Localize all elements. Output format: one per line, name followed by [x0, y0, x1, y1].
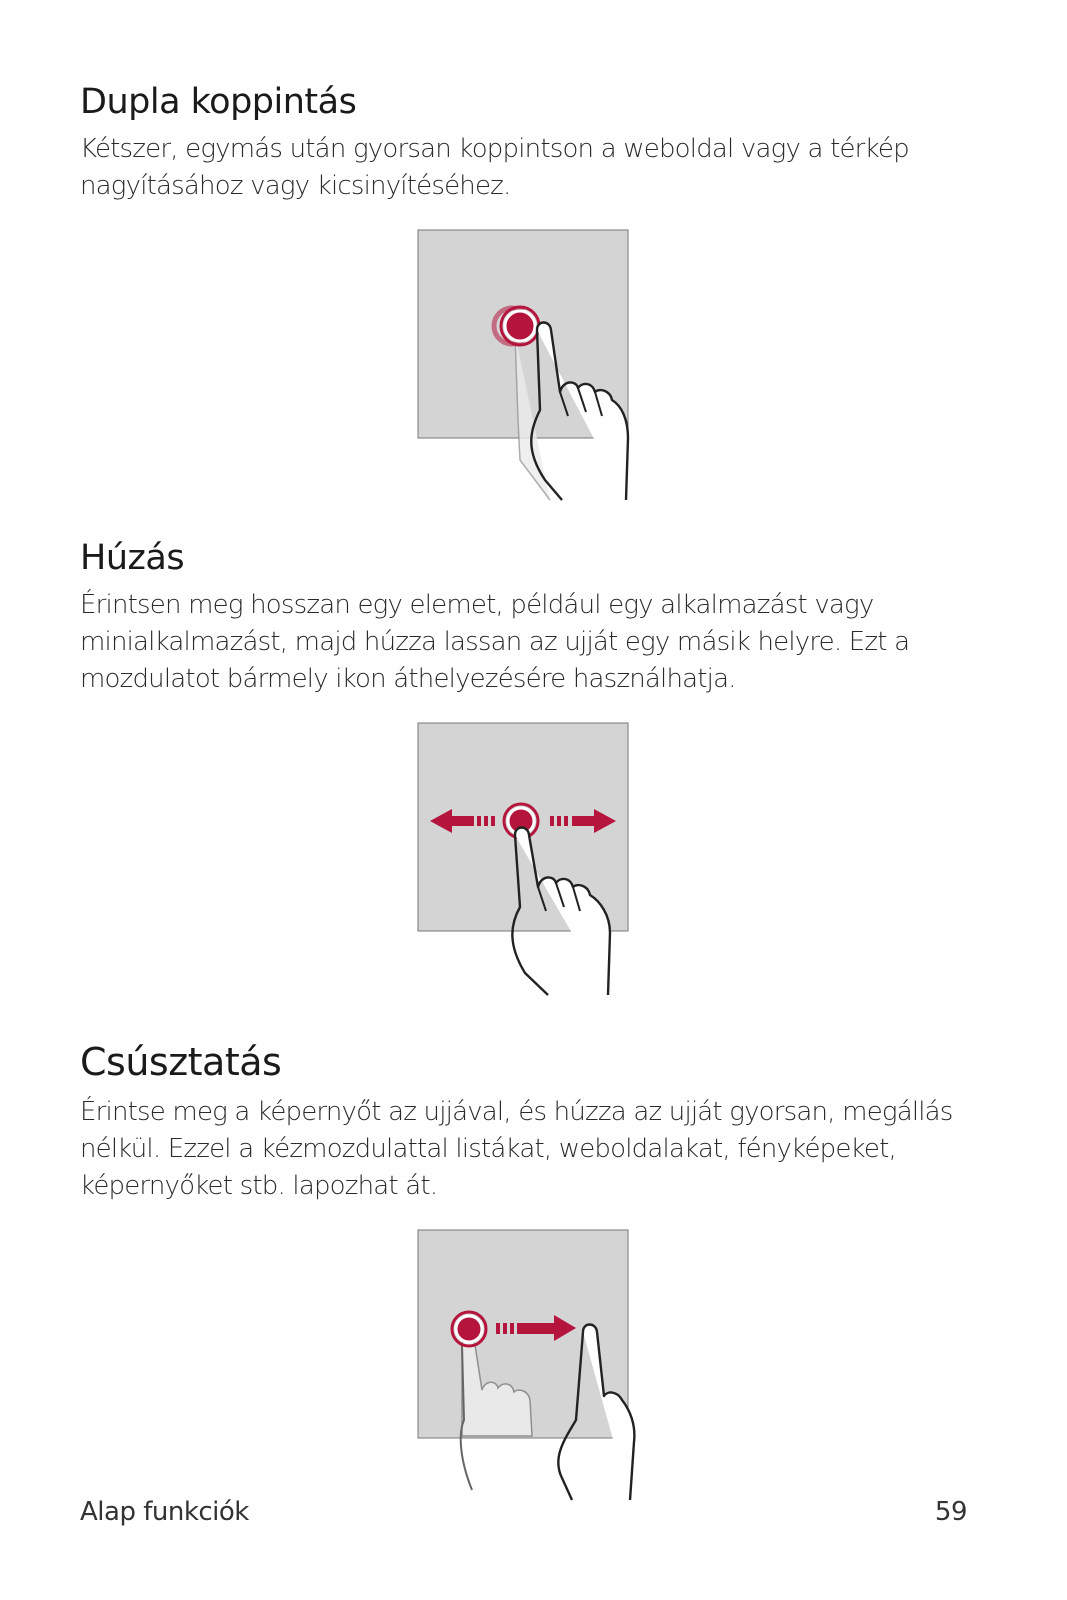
footer-chapter: Alap funkciók — [80, 1497, 249, 1527]
section-body-double-tap — [80, 131, 980, 205]
swipe-illustration — [400, 1220, 660, 1510]
tap-point-icon — [505, 311, 535, 341]
page-number: 59 — [934, 1497, 967, 1527]
section-title-drag: Húzás — [80, 538, 185, 578]
body-line: képernyőket stb. lapozhat át. — [80, 1171, 438, 1201]
body-line: nélkül. Ezzel a kézmozdulattal listákat, weboldalakat, fényképeket, — [80, 1134, 896, 1164]
body-line: nagyításához vagy kicsinyítéséhez. — [80, 171, 511, 201]
drag-illustration — [400, 715, 660, 1005]
section-body-swipe — [80, 1094, 980, 1205]
section-title-double-tap: Dupla koppintás — [80, 82, 357, 122]
section-title-swipe: Csúsztatás — [80, 1040, 282, 1084]
touch-point-icon — [456, 1316, 482, 1342]
body-line: Érintse meg a képernyőt az ujjával, és húzza az ujját gyorsan, megállás — [80, 1097, 953, 1127]
body-line: Kétszer, egymás után gyorsan koppintson a weboldal vagy a térkép — [80, 134, 909, 164]
body-line: Érintsen meg hosszan egy elemet, például egy alkalmazást vagy — [80, 590, 874, 620]
body-line: minialkalmazást, majd húzza lassan az ujját egy másik helyre. Ezt a — [80, 627, 910, 657]
section-body-drag — [80, 587, 980, 698]
double-tap-illustration — [400, 220, 660, 510]
body-line: mozdulatot bármely ikon áthelyezésére használhatja. — [80, 664, 736, 694]
